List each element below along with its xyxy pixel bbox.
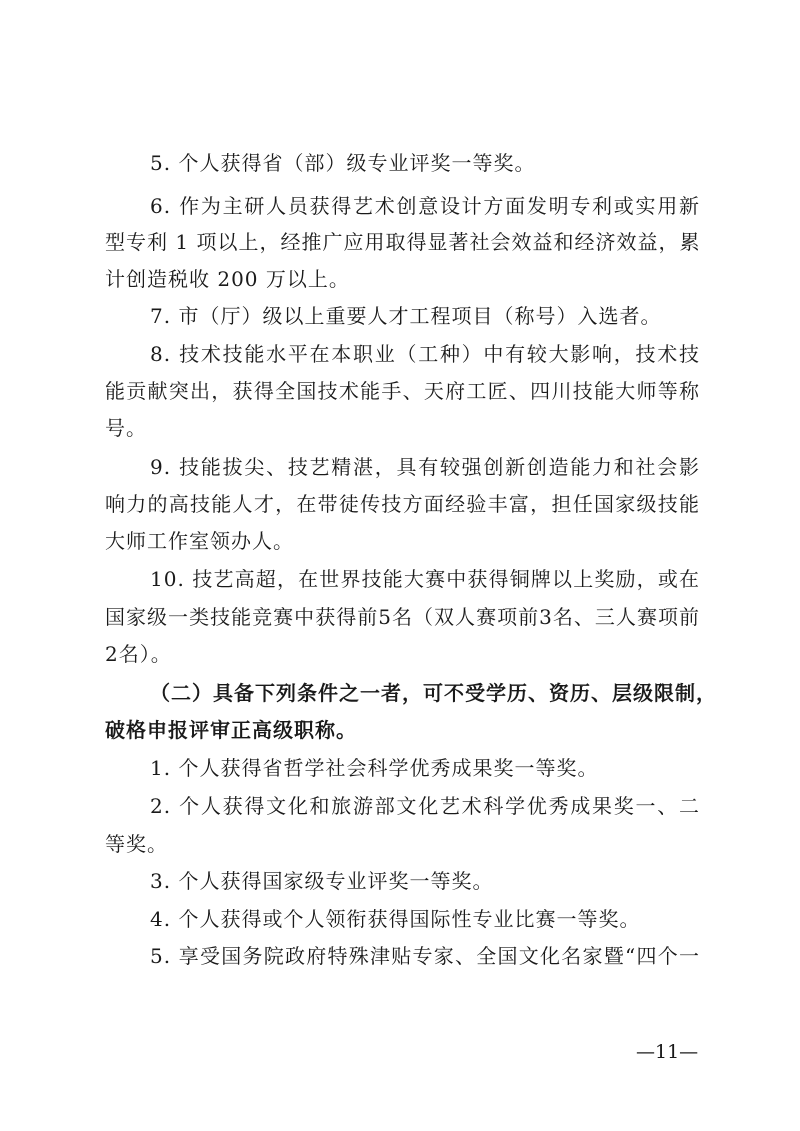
item-9-talent-line-1: 9. 技能拔尖、技艺精湛，具有较强创新创造能力和社会影 <box>150 455 700 479</box>
section-two-heading-line-1: （二）具备下列条件之一者，可不受学历、资历、层级限制， <box>150 681 717 705</box>
item-5-special-allowance: 5. 享受国务院政府特殊津贴专家、全国文化名家暨“四个一 <box>150 944 700 968</box>
item-3-national-award: 3. 个人获得国家级专业评奖一等奖。 <box>150 869 494 893</box>
item-8-skill-line-2: 能贡献突出，获得全国技术能手、天府工匠、四川技能大师等称 <box>105 379 700 403</box>
item-6-patent-line-1: 6. 作为主研人员获得艺术创意设计方面发明专利或实用新 <box>150 194 700 218</box>
page-number: —11— <box>636 1041 699 1063</box>
item-5-provincial-award: 5. 个人获得省（部）级专业评奖一等奖。 <box>150 151 536 175</box>
item-6-patent-line-2: 型专利 1 项以上，经推广应用取得显著社会效益和经济效益，累 <box>105 230 701 254</box>
section-two-heading-line-2: 破格申报评审正高级职称。 <box>105 718 357 742</box>
item-8-skill-line-3: 号。 <box>105 416 147 440</box>
item-10-competition-line-3: 2名）。 <box>105 642 172 666</box>
item-8-skill-line-1: 8. 技术技能水平在本职业（工种）中有较大影响，技术技 <box>150 342 700 366</box>
item-6-patent-line-3: 计创造税收 200 万以上。 <box>105 267 350 291</box>
item-4-international-award: 4. 个人获得或个人领衔获得国际性专业比赛一等奖。 <box>150 907 641 931</box>
item-10-competition-line-1: 10. 技艺高超，在世界技能大赛中获得铜牌以上奖励，或在 <box>150 567 700 591</box>
item-2-culture-award-line-2: 等奖。 <box>105 832 168 856</box>
item-1-philosophy-award: 1. 个人获得省哲学社会科学优秀成果奖一等奖。 <box>150 756 599 780</box>
item-10-competition-line-2: 国家级一类技能竞赛中获得前5名（双人赛项前3名、三人赛项前 <box>105 605 700 629</box>
item-2-culture-award-line-1: 2. 个人获得文化和旅游部文化艺术科学优秀成果奖一、二 <box>150 794 700 818</box>
item-7-talent-project: 7. 市（厅）级以上重要人才工程项目（称号）入选者。 <box>150 304 662 328</box>
item-9-talent-line-3: 大师工作室领办人。 <box>105 529 294 553</box>
item-9-talent-line-2: 响力的高技能人才，在带徒传技方面经验丰富，担任国家级技能 <box>105 492 700 516</box>
